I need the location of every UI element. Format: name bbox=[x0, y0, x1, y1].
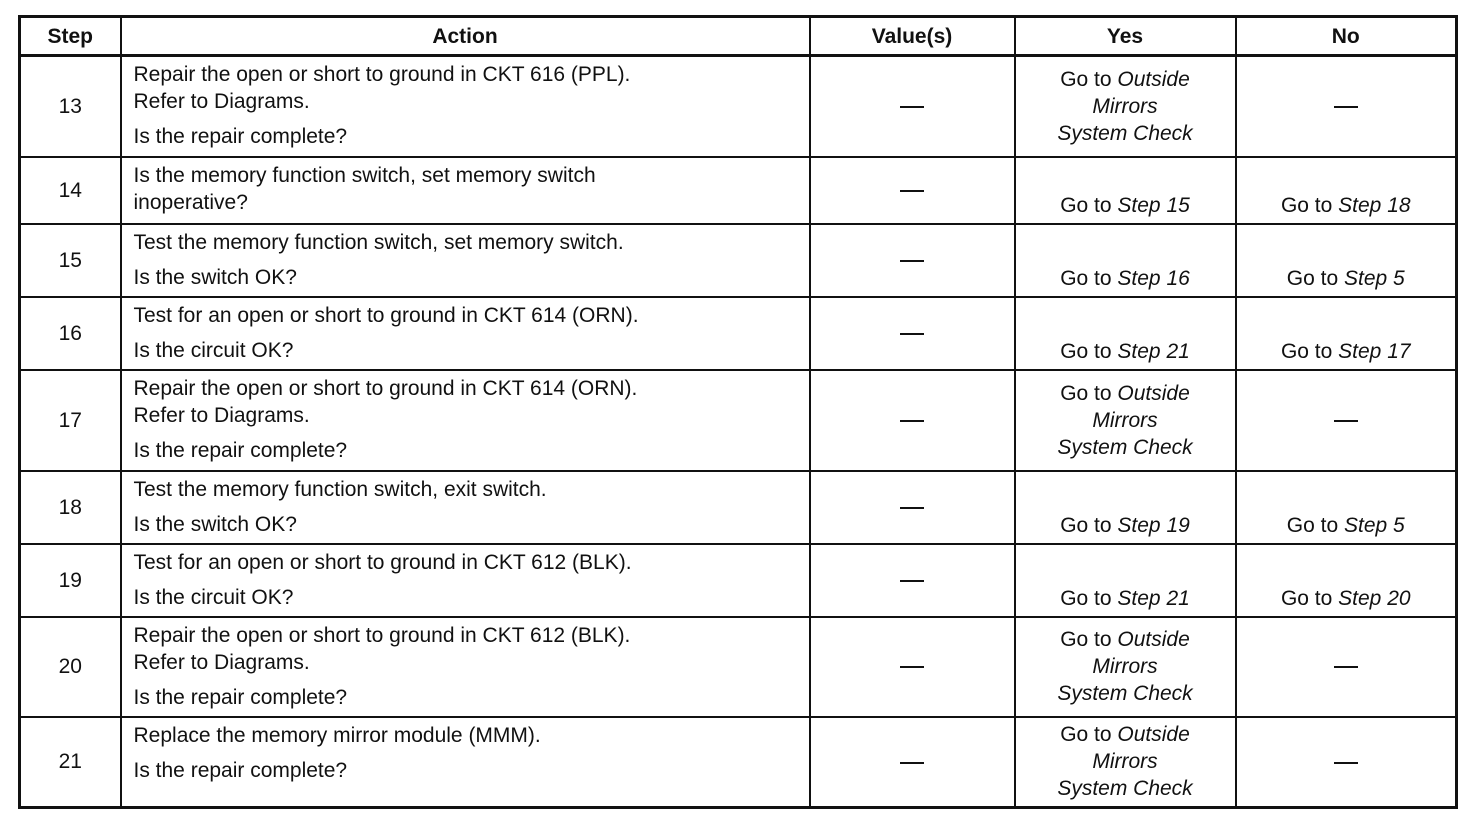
action-line: Test for an open or short to ground in CKT 612 (BLK). bbox=[133, 550, 632, 574]
action-line: Repair the open or short to ground in CKT 612 (BLK). bbox=[133, 623, 631, 647]
outside-link[interactable]: Outside bbox=[1117, 628, 1190, 651]
no-cell bbox=[1236, 370, 1457, 471]
table-row bbox=[20, 617, 1457, 717]
go-to-label: Go to bbox=[1060, 723, 1112, 747]
step-link[interactable]: Step 15 bbox=[1117, 193, 1190, 217]
action-line: Refer to Diagrams. bbox=[133, 403, 310, 427]
yes-cell bbox=[1015, 297, 1236, 370]
step-number: 13 bbox=[20, 56, 121, 157]
table-row bbox=[20, 157, 1457, 224]
yes-cell bbox=[1015, 471, 1236, 544]
dash-mark bbox=[900, 507, 924, 509]
go-to-label: Go to bbox=[1060, 266, 1112, 290]
outside-link[interactable]: Mirrors bbox=[1092, 750, 1158, 774]
outside-link[interactable]: Outside bbox=[1117, 381, 1190, 405]
table-row bbox=[20, 56, 1457, 157]
outside-link[interactable]: Mirrors bbox=[1092, 94, 1158, 118]
value-cell bbox=[810, 224, 1015, 297]
value-cell bbox=[810, 297, 1015, 370]
go-to-label: Go to bbox=[1060, 513, 1112, 537]
action-line: Replace the memory mirror module (MMM). bbox=[133, 723, 541, 747]
action-question: Is the circuit OK? bbox=[133, 585, 294, 609]
step-number: 16 bbox=[20, 297, 121, 370]
value-cell bbox=[810, 717, 1015, 808]
table-row bbox=[20, 370, 1457, 471]
dash-mark bbox=[900, 190, 924, 192]
outside-link[interactable]: System Check bbox=[1057, 777, 1193, 801]
dash-mark bbox=[1334, 420, 1358, 422]
yes-cell bbox=[1015, 544, 1236, 617]
action-line: Repair the open or short to ground in CKT 616 (PPL). bbox=[133, 63, 631, 86]
action-line: Refer to Diagrams. bbox=[133, 90, 310, 113]
go-to-label: Go to bbox=[1060, 586, 1112, 610]
go-to-label: Go to bbox=[1286, 266, 1339, 290]
step-number: 18 bbox=[20, 471, 121, 544]
dash-mark bbox=[1334, 666, 1358, 668]
dash-mark bbox=[900, 580, 924, 582]
go-to-label: Go to bbox=[1286, 513, 1339, 537]
no-cell bbox=[1236, 471, 1457, 544]
no-cell bbox=[1236, 717, 1457, 808]
action-cell bbox=[121, 544, 810, 617]
dash-mark bbox=[1334, 762, 1358, 764]
go-to-label: Go to bbox=[1060, 381, 1112, 405]
go-to-label: Go to bbox=[1280, 193, 1333, 217]
go-to-label: Go to bbox=[1060, 67, 1112, 91]
action-cell bbox=[121, 370, 810, 471]
outside-link[interactable]: System Check bbox=[1057, 435, 1193, 459]
step-link[interactable]: Step 5 bbox=[1344, 266, 1405, 290]
value-cell bbox=[810, 56, 1015, 157]
value-cell bbox=[810, 370, 1015, 471]
go-to-label: Go to bbox=[1060, 339, 1112, 363]
header-values: Value(s) bbox=[810, 17, 1015, 56]
action-cell bbox=[121, 471, 810, 544]
yes-cell bbox=[1015, 157, 1236, 224]
action-question: Is the repair complete? bbox=[133, 758, 348, 782]
action-line: inoperative? bbox=[133, 190, 248, 214]
outside-link[interactable]: Outside bbox=[1117, 67, 1190, 91]
action-cell bbox=[121, 157, 810, 224]
dash-mark bbox=[900, 420, 924, 422]
yes-cell bbox=[1015, 370, 1236, 471]
action-line: Refer to Diagrams. bbox=[133, 650, 310, 674]
dash-mark bbox=[900, 106, 924, 108]
step-link[interactable]: Step 20 bbox=[1338, 586, 1411, 610]
no-cell bbox=[1236, 56, 1457, 157]
step-number: 19 bbox=[20, 544, 121, 617]
diagnostic-table-container bbox=[18, 15, 1458, 809]
no-cell bbox=[1236, 157, 1457, 224]
go-to-label: Go to bbox=[1280, 586, 1333, 610]
step-number: 14 bbox=[20, 157, 121, 224]
table-row bbox=[20, 297, 1457, 370]
header-row bbox=[20, 17, 1457, 56]
action-cell bbox=[121, 297, 810, 370]
table-row bbox=[20, 471, 1457, 544]
value-cell bbox=[810, 471, 1015, 544]
no-cell bbox=[1236, 297, 1457, 370]
step-link[interactable]: Step 16 bbox=[1117, 266, 1190, 290]
action-question: Is the circuit OK? bbox=[133, 338, 294, 362]
step-link[interactable]: Step 21 bbox=[1117, 339, 1190, 363]
step-number: 21 bbox=[20, 717, 121, 808]
step-number: 15 bbox=[20, 224, 121, 297]
action-cell bbox=[121, 56, 810, 157]
table-row bbox=[20, 224, 1457, 297]
step-link[interactable]: Step 17 bbox=[1338, 339, 1411, 363]
action-question: Is the repair complete? bbox=[133, 438, 348, 462]
value-cell bbox=[810, 617, 1015, 717]
action-line: Repair the open or short to ground in CKT 614 (ORN). bbox=[133, 376, 638, 400]
step-number: 20 bbox=[20, 617, 121, 717]
action-question: Is the switch OK? bbox=[133, 512, 297, 536]
action-line: Is the memory function switch, set memory switch bbox=[133, 163, 596, 187]
action-line: Test the memory function switch, exit switch. bbox=[133, 477, 547, 501]
value-cell bbox=[810, 544, 1015, 617]
outside-link[interactable]: Mirrors bbox=[1092, 408, 1158, 432]
step-link[interactable]: Step 19 bbox=[1117, 513, 1190, 537]
action-question: Is the repair complete? bbox=[133, 685, 348, 709]
yes-cell bbox=[1015, 617, 1236, 717]
action-cell bbox=[121, 224, 810, 297]
no-cell bbox=[1236, 224, 1457, 297]
step-link[interactable]: Step 21 bbox=[1117, 586, 1190, 610]
outside-link[interactable]: System Check bbox=[1057, 682, 1193, 705]
action-cell bbox=[121, 717, 810, 808]
dash-mark bbox=[900, 260, 924, 262]
header-step: Step bbox=[20, 17, 121, 56]
outside-link[interactable]: Outside bbox=[1117, 723, 1190, 747]
action-line: Test for an open or short to ground in CKT 614 (ORN). bbox=[133, 303, 639, 327]
outside-link[interactable]: Mirrors bbox=[1092, 655, 1158, 678]
yes-cell bbox=[1015, 56, 1236, 157]
dash-mark bbox=[1334, 106, 1358, 108]
go-to-label: Go to bbox=[1280, 339, 1333, 363]
go-to-label: Go to bbox=[1060, 628, 1112, 651]
step-link[interactable]: Step 18 bbox=[1338, 193, 1411, 217]
action-question: Is the repair complete? bbox=[133, 125, 348, 148]
dash-mark bbox=[900, 333, 924, 335]
go-to-label: Go to bbox=[1060, 193, 1112, 217]
dash-mark bbox=[900, 666, 924, 668]
no-cell bbox=[1236, 544, 1457, 617]
header-no: No bbox=[1236, 17, 1457, 56]
header-yes: Yes bbox=[1015, 17, 1236, 56]
yes-cell bbox=[1015, 224, 1236, 297]
value-cell bbox=[810, 157, 1015, 224]
yes-cell bbox=[1015, 717, 1236, 808]
dash-mark bbox=[900, 762, 924, 764]
step-number: 17 bbox=[20, 370, 121, 471]
diagnostic-table bbox=[18, 15, 1458, 809]
table-row bbox=[20, 544, 1457, 617]
action-line: Test the memory function switch, set memory switch. bbox=[133, 230, 624, 254]
header-action: Action bbox=[121, 17, 810, 56]
table-row bbox=[20, 717, 1457, 808]
action-question: Is the switch OK? bbox=[133, 265, 297, 289]
no-cell bbox=[1236, 617, 1457, 717]
step-link[interactable]: Step 5 bbox=[1344, 513, 1405, 537]
action-cell bbox=[121, 617, 810, 717]
outside-link[interactable]: System Check bbox=[1057, 121, 1193, 145]
